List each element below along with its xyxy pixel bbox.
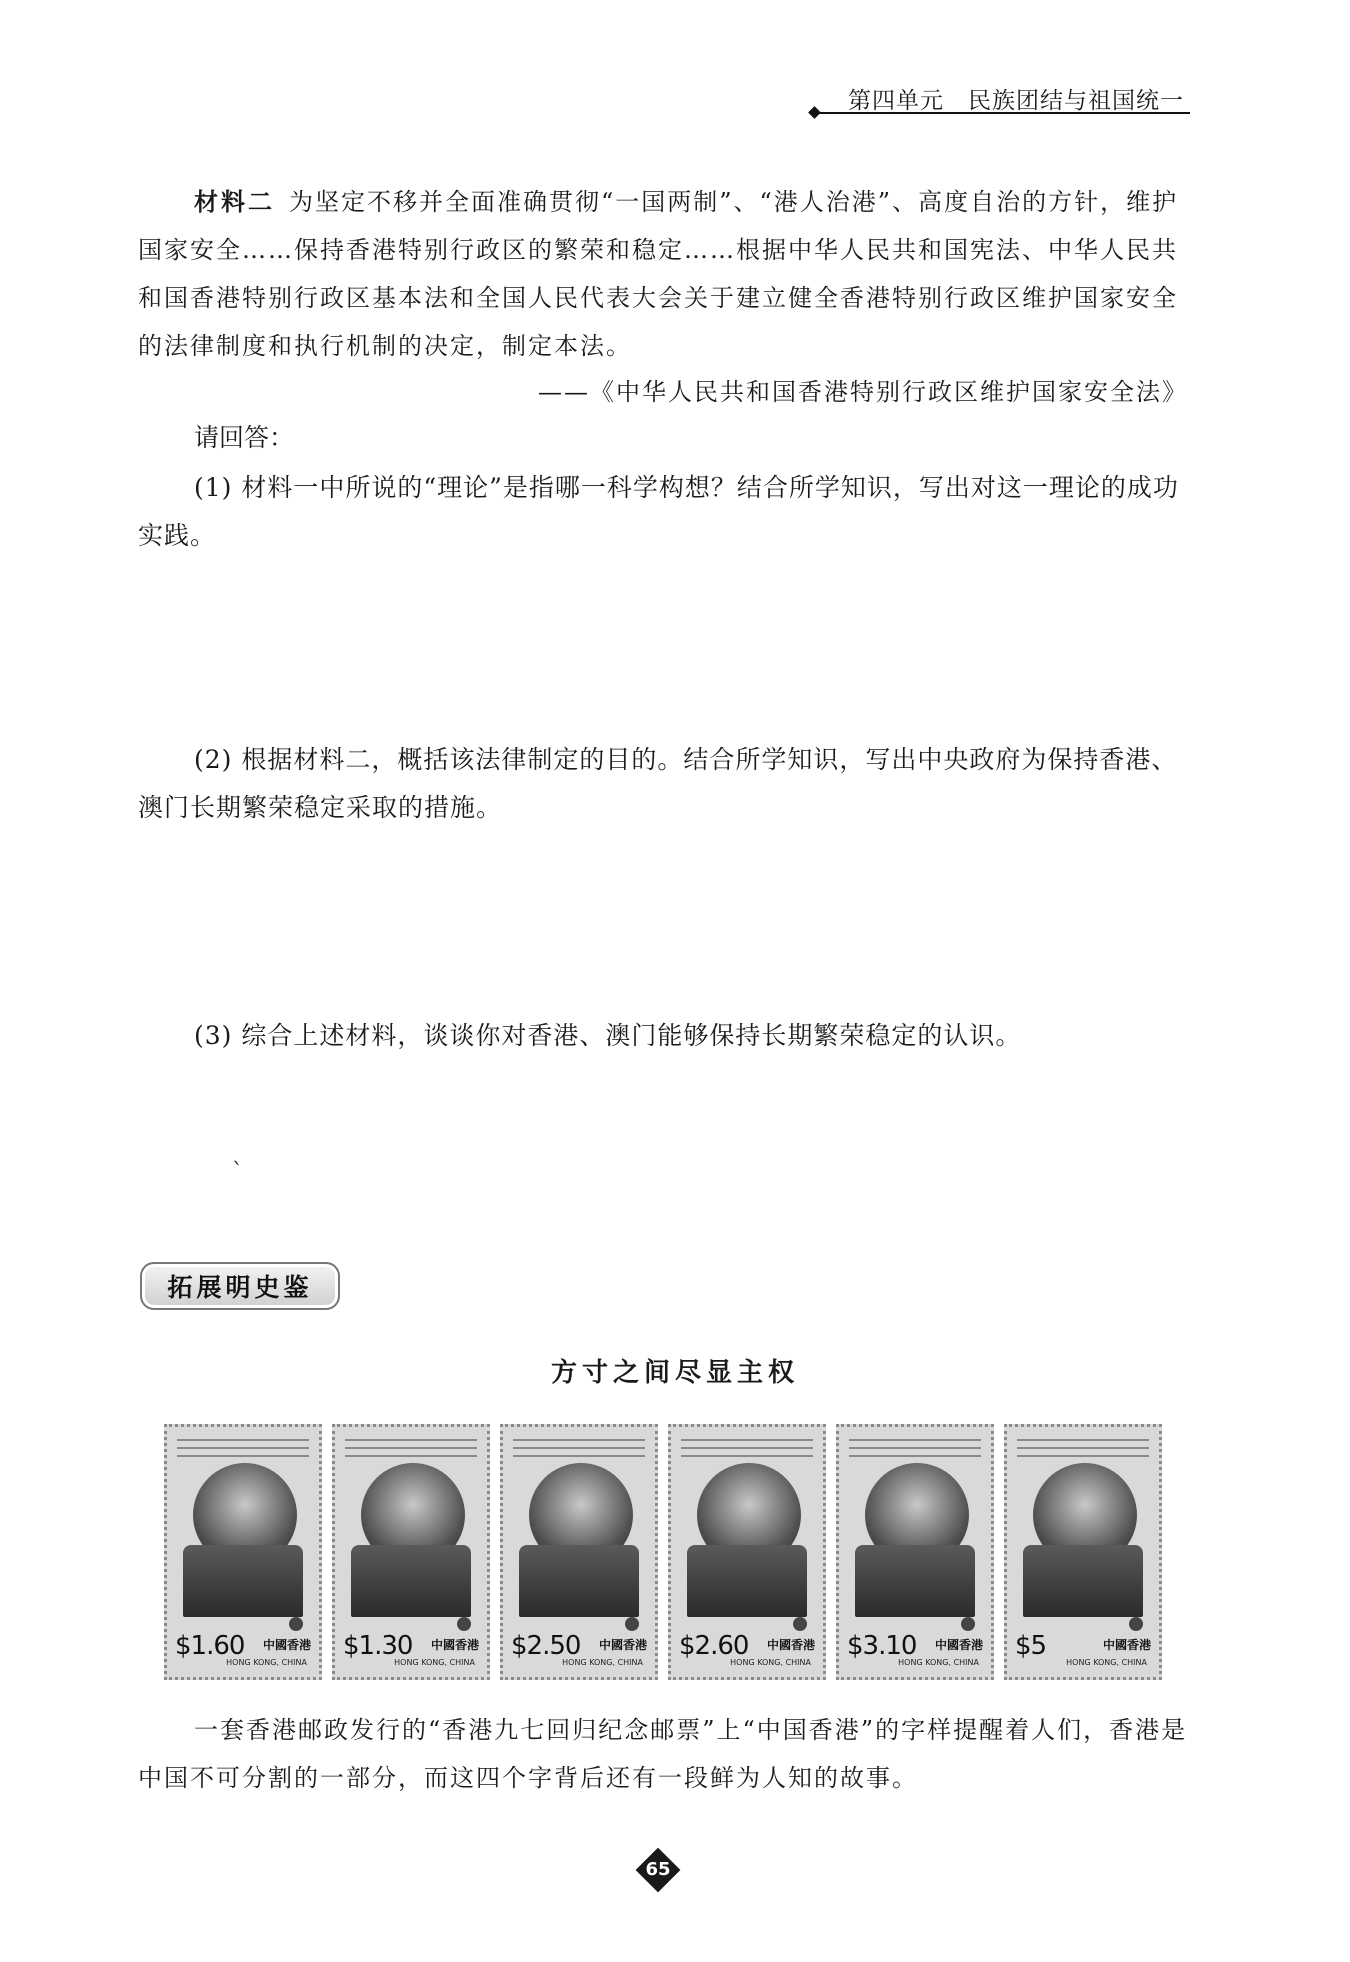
- stamp-country-en: HONG KONG, CHINA: [898, 1658, 979, 1667]
- answer-prompt: 请回答：: [194, 423, 295, 452]
- bauhinia-flower-stamp: [1004, 1424, 1162, 1680]
- page-number-badge: [636, 1848, 680, 1892]
- convention-centre-stamp: [500, 1424, 658, 1680]
- container-ship-stamp: [668, 1424, 826, 1680]
- temple-gate-stamp: [332, 1424, 490, 1680]
- stamp-value: $2.50: [511, 1631, 581, 1661]
- running-header: [810, 82, 1190, 116]
- skyline-tram-stamp: [164, 1424, 322, 1680]
- stamp-country-en: HONG KONG, CHINA: [1066, 1658, 1147, 1667]
- stamp-country: 中國香港: [262, 1638, 311, 1652]
- question-3: (3) 综合上述材料，谈谈你对香港、澳门能够保持长期繁荣稳定的认识。: [194, 1021, 1022, 1050]
- bauhinia-emblem-icon: [289, 1617, 303, 1631]
- section-tag: 拓展明史鉴: [140, 1262, 340, 1310]
- bauhinia-emblem-icon: [961, 1617, 975, 1631]
- stamp-country: 中國香港: [598, 1638, 647, 1652]
- junk-dolphin-stamp: [836, 1424, 994, 1680]
- bauhinia-emblem-icon: [1129, 1617, 1143, 1631]
- stamp-strip: [164, 1424, 1164, 1680]
- material2-text: 为坚定不移并全面准确贯彻“一国两制”、“港人治港”、高度自治的方针，维护国家安全……保持香港特别行政区的繁荣和稳定……根据中华人民共和国宪法、中华人民共和国香港特别行政区基本法和全国人民代表大会关于建立健全香港特别行政区维护国家安全的法律制度和执行机制的决定，制定本法。: [138, 188, 1179, 360]
- stamp-country-en: HONG KONG, CHINA: [226, 1658, 307, 1667]
- stamp-country: 中國香港: [1102, 1638, 1151, 1652]
- question-1: (1) 材料一中所说的“理论”是指哪一科学构想？结合所学知识，写出对这一理论的成功实践。: [138, 473, 1179, 550]
- stray-mark: ˋ: [232, 1160, 243, 1185]
- stamp-country-en: HONG KONG, CHINA: [394, 1658, 475, 1667]
- stamp-country-en: HONG KONG, CHINA: [730, 1658, 811, 1667]
- material2-label: 材料二: [194, 187, 275, 216]
- stamp-value: $1.60: [175, 1631, 245, 1661]
- stamp-value: $1.30: [343, 1631, 413, 1661]
- stamp-value: $2.60: [679, 1631, 749, 1661]
- stamp-value: $5: [1015, 1631, 1047, 1661]
- material2-source: ——《中华人民共和国香港特别行政区维护国家安全法》: [538, 378, 1188, 406]
- stamp-country-en: HONG KONG, CHINA: [562, 1658, 643, 1667]
- feature-caption: 一套香港邮政发行的“香港九七回归纪念邮票”上“中国香港”的字样提醒着人们，香港是中国不可分割的一部分，而这四个字背后还有一段鲜为人知的故事。: [138, 1716, 1188, 1792]
- material2-paragraph: [138, 178, 1188, 370]
- bauhinia-emblem-icon: [457, 1617, 471, 1631]
- stamp-value: $3.10: [847, 1631, 917, 1661]
- stamp-country: 中國香港: [766, 1638, 815, 1652]
- feature-title: 方寸之间尽显主权: [550, 1358, 799, 1388]
- unit-title: 第四单元 民族团结与祖国统一: [848, 88, 1184, 114]
- page-number: 65: [645, 1859, 671, 1880]
- bauhinia-emblem-icon: [625, 1617, 639, 1631]
- question-2: (2) 根据材料二，概括该法律制定的目的。结合所学知识，写出中央政府为保持香港、澳门长期繁荣稳定采取的措施。: [138, 745, 1178, 822]
- bauhinia-emblem-icon: [793, 1617, 807, 1631]
- stamp-country: 中國香港: [430, 1638, 479, 1652]
- stamp-country: 中國香港: [934, 1638, 983, 1652]
